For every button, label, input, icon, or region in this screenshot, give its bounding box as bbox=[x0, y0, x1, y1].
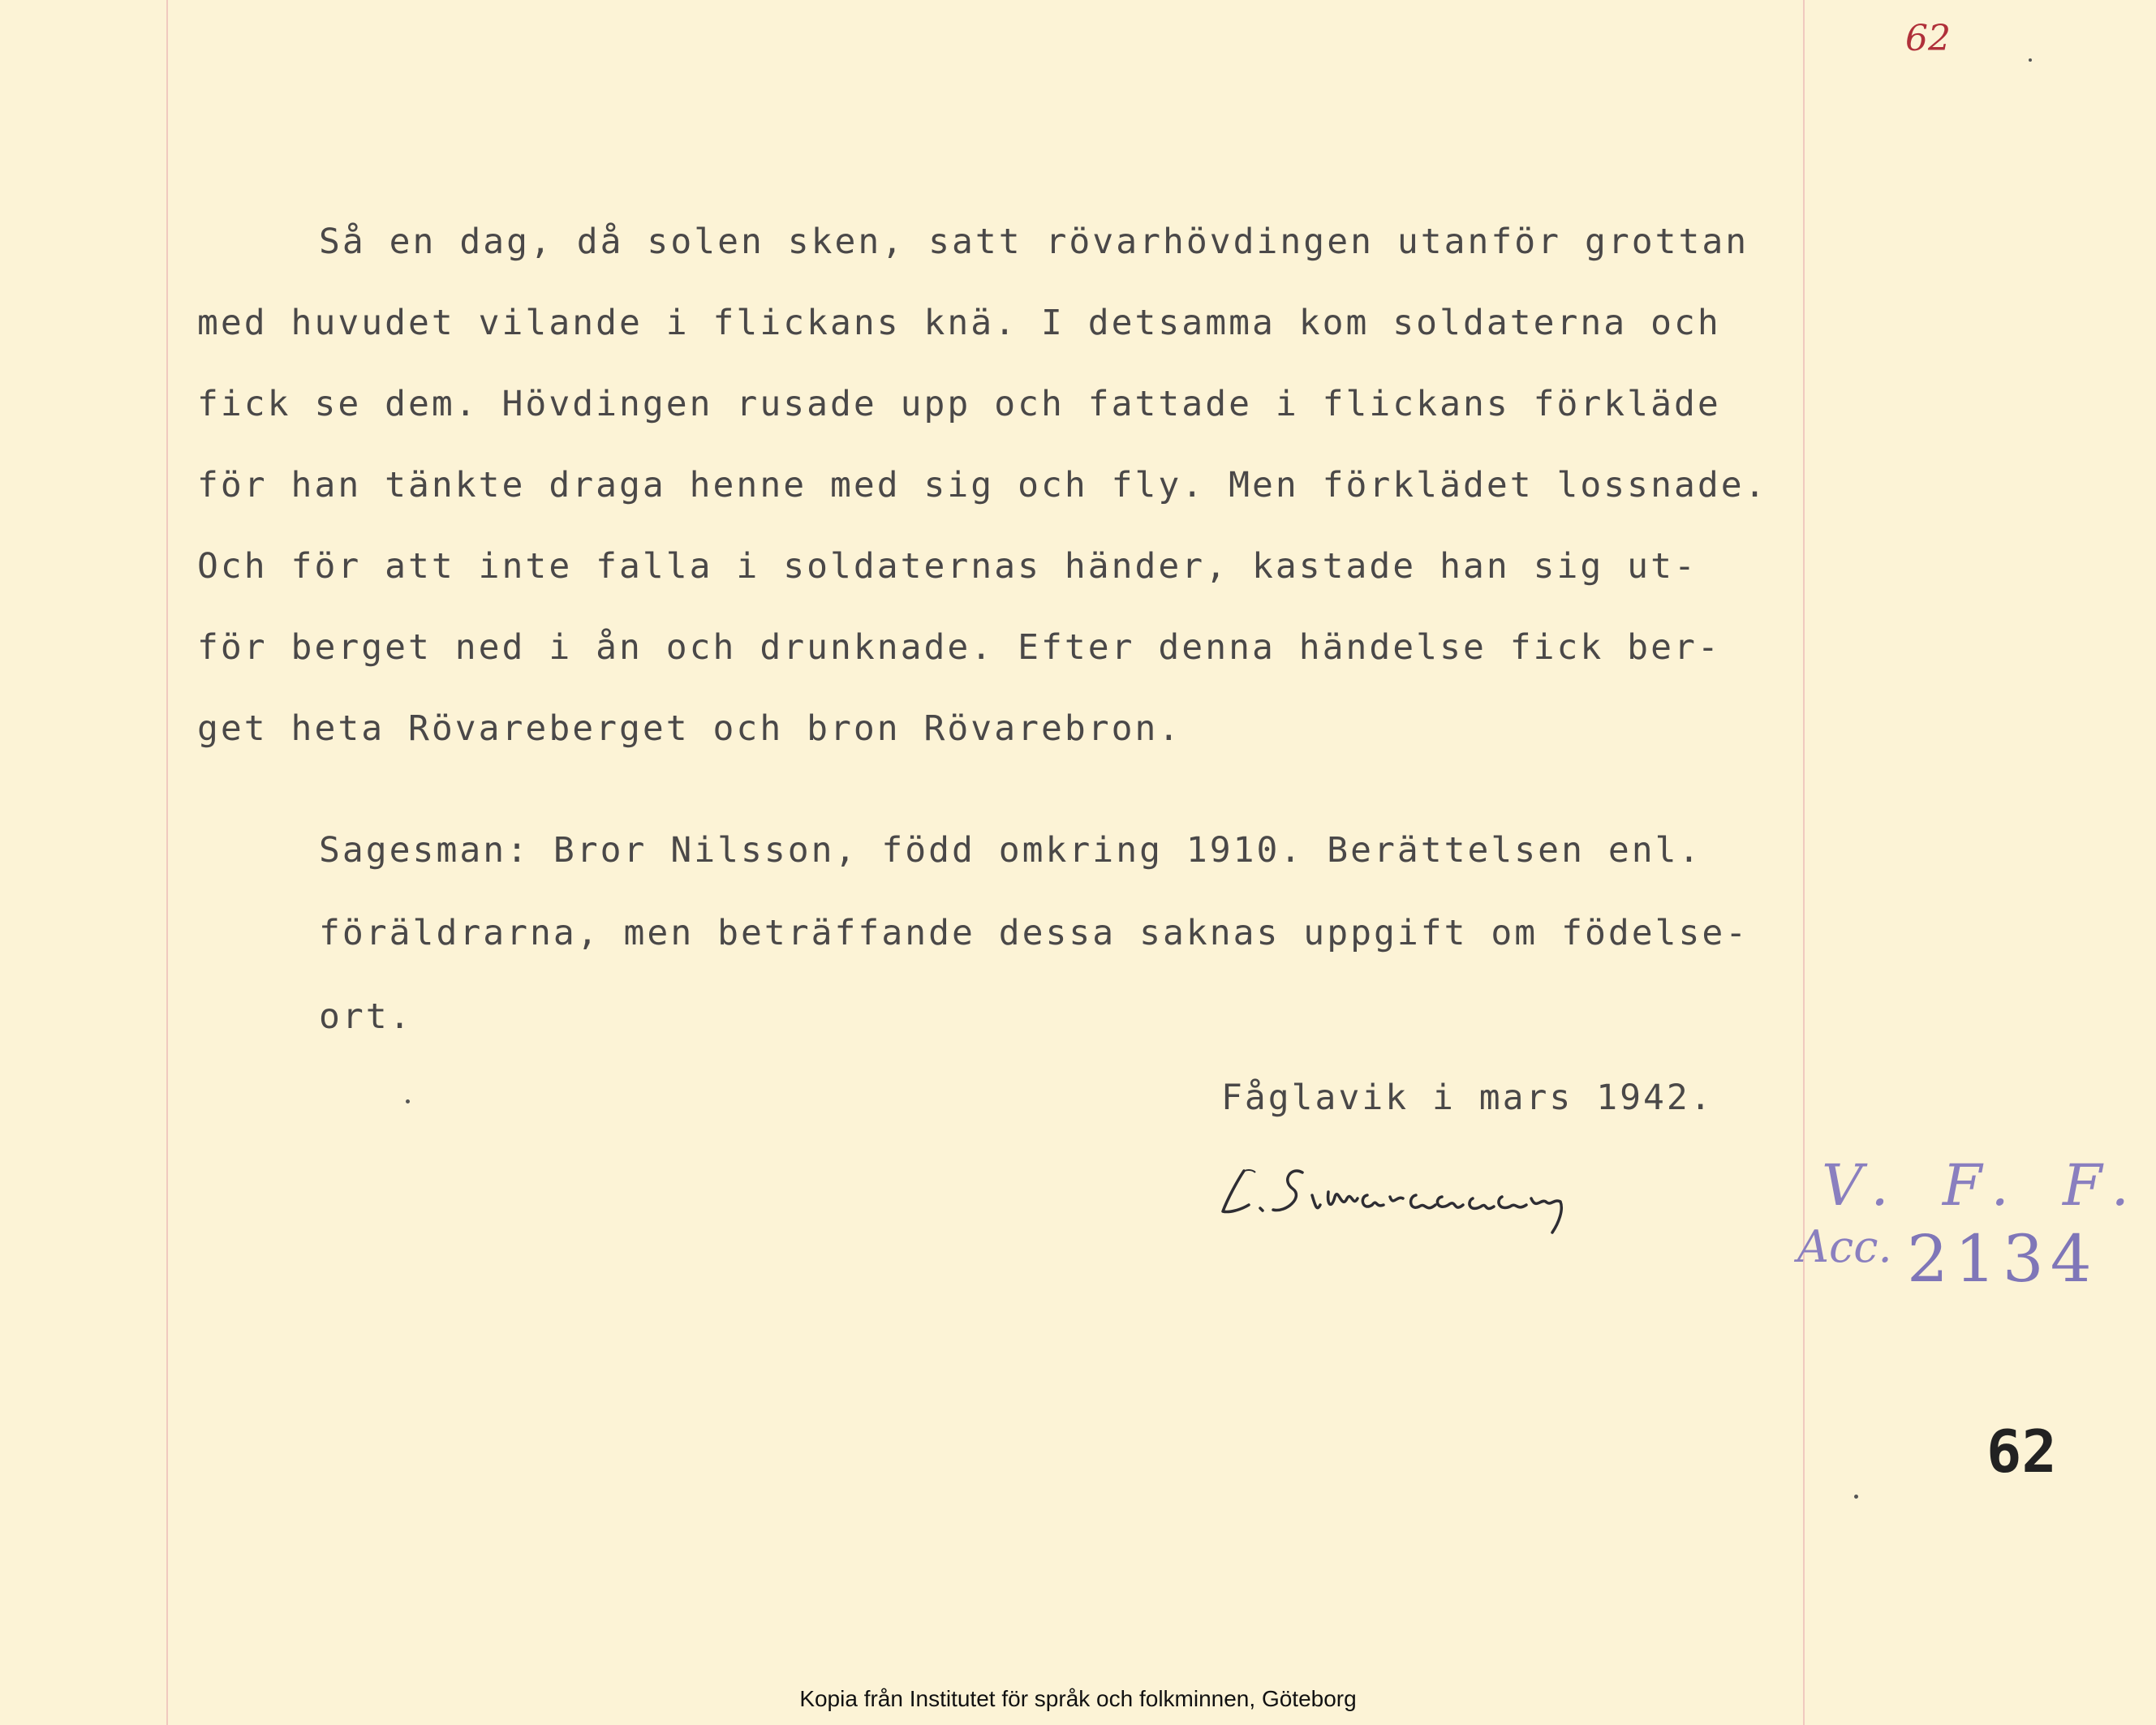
speck bbox=[406, 1099, 410, 1103]
page-number: 62 bbox=[1986, 1417, 2057, 1486]
footer-credit: Kopia från Institutet för språk och folkminnen, Göteborg bbox=[799, 1686, 1357, 1711]
informant-line: föräldrarna, men beträffande dessa saknas uppgift om födelse- bbox=[319, 913, 1749, 953]
handwritten-page-marker: 62 bbox=[1905, 18, 1951, 59]
informant-line: ort. bbox=[319, 996, 413, 1037]
story-line: för han tänkte draga henne med sig och fly. Men förklädet lossnade. bbox=[197, 465, 1768, 505]
speck bbox=[2029, 58, 2032, 62]
signature bbox=[1213, 1148, 1635, 1237]
story-line: fick se dem. Hövdingen rusade upp och fattade i flickans förkläde bbox=[197, 384, 1721, 424]
speck bbox=[1854, 1495, 1858, 1499]
place-date: Fåglavik i mars 1942. bbox=[1221, 1078, 1714, 1118]
story-line: för berget ned i ån och drunknade. Efter denna händelse fick ber- bbox=[197, 627, 1721, 668]
story-line: get heta Rövareberget och bron Rövarebron. bbox=[197, 708, 1182, 749]
left-margin-rule bbox=[166, 0, 168, 1725]
accession-label: Acc. bbox=[1797, 1221, 1892, 1272]
story-line: med huvudet vilande i flickans knä. I detsamma kom soldaterna och bbox=[197, 303, 1721, 343]
archive-stamp-vff: V. F. F. bbox=[1822, 1152, 2147, 1219]
informant-line: Sagesman: Bror Nilsson, född omkring 1910. Berättelsen enl. bbox=[319, 830, 1702, 871]
story-line: Så en dag, då solen sken, satt rövarhövdingen utanför grottan bbox=[319, 222, 1749, 262]
accession-number: 2134 bbox=[1907, 1221, 2098, 1297]
story-line: Och för att inte falla i soldaternas händer, kastade han sig ut- bbox=[197, 546, 1698, 587]
right-margin-rule bbox=[1803, 0, 1805, 1725]
signature-scribble bbox=[1213, 1148, 1635, 1237]
